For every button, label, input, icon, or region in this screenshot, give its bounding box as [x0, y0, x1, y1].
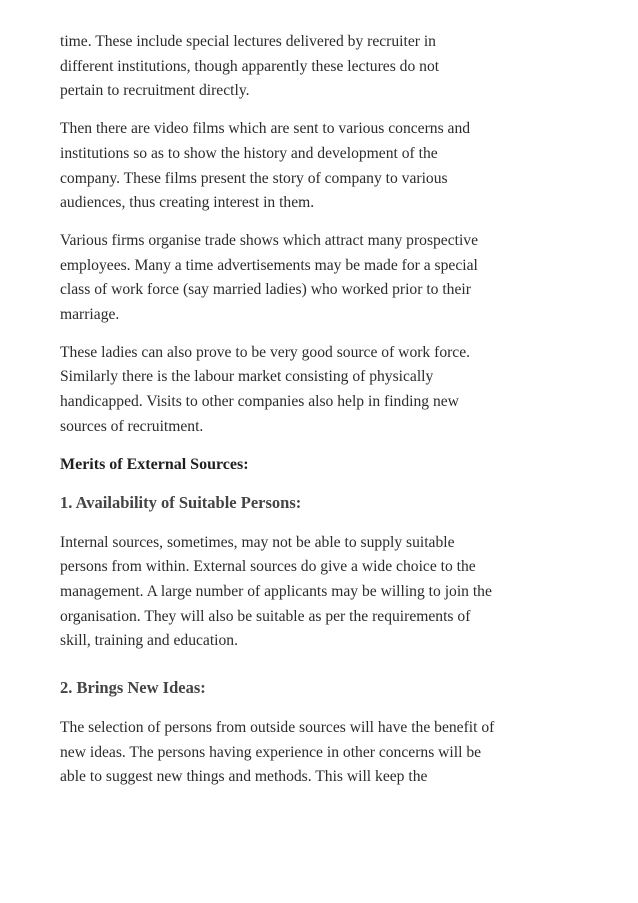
text-line: different institutions, though apparently these lectures do not [60, 57, 440, 75]
text-line: company. These films present the story of company to various [60, 169, 448, 187]
text-line: class of work force (say married ladies) who worked prior to their [60, 281, 471, 299]
text-line: skill, training and education. [60, 632, 238, 650]
text-line: Various firms organise trade shows which attract many prospective [60, 231, 479, 249]
text-line: employees. Many a time advertisements may be made for a special [60, 256, 478, 274]
heading-availability-suitable-persons: 1. Availability of Suitable Persons: [60, 492, 302, 512]
text-line: persons from within. External sources do give a wide choice to the [60, 558, 476, 576]
paragraph-internal-sources [60, 531, 600, 655]
paragraph-video-films [60, 117, 600, 216]
text-line: institutions so as to show the history and development of the [60, 144, 438, 162]
text-line: new ideas. The persons having experience in other concerns will be [60, 743, 482, 761]
paragraph-special-lectures [60, 30, 600, 104]
text-line: audiences, thus creating interest in them. [60, 194, 315, 212]
paragraph-new-ideas [60, 716, 600, 790]
text-line: Similarly there is the labour market consisting of physically [60, 368, 434, 386]
document-page [60, 30, 600, 803]
heading-merits-external-sources: Merits of External Sources: [60, 455, 249, 473]
heading-brings-new-ideas: 2. Brings New Ideas: [60, 678, 206, 698]
text-line: sources of recruitment. [60, 417, 204, 435]
paragraph-labour-market [60, 341, 600, 440]
text-line: handicapped. Visits to other companies also help in finding new [60, 393, 459, 411]
text-line: management. A large number of applicants may be willing to join the [60, 582, 492, 600]
paragraph-trade-shows [60, 229, 600, 328]
text-line: pertain to recruitment directly. [60, 82, 250, 100]
text-line: These ladies can also prove to be very good source of work force. [60, 343, 471, 361]
text-line: time. These include special lectures delivered by recruiter in [60, 33, 436, 50]
text-line: marriage. [60, 306, 120, 324]
text-line: Then there are video films which are sent to various concerns and [60, 120, 471, 138]
text-line: The selection of persons from outside sources will have the benefit of [60, 719, 495, 737]
text-line: organisation. They will also be suitable as per the requirements of [60, 607, 471, 625]
text-line: able to suggest new things and methods. This will keep the [60, 768, 428, 786]
text-line: Internal sources, sometimes, may not be able to supply suitable [60, 533, 455, 551]
